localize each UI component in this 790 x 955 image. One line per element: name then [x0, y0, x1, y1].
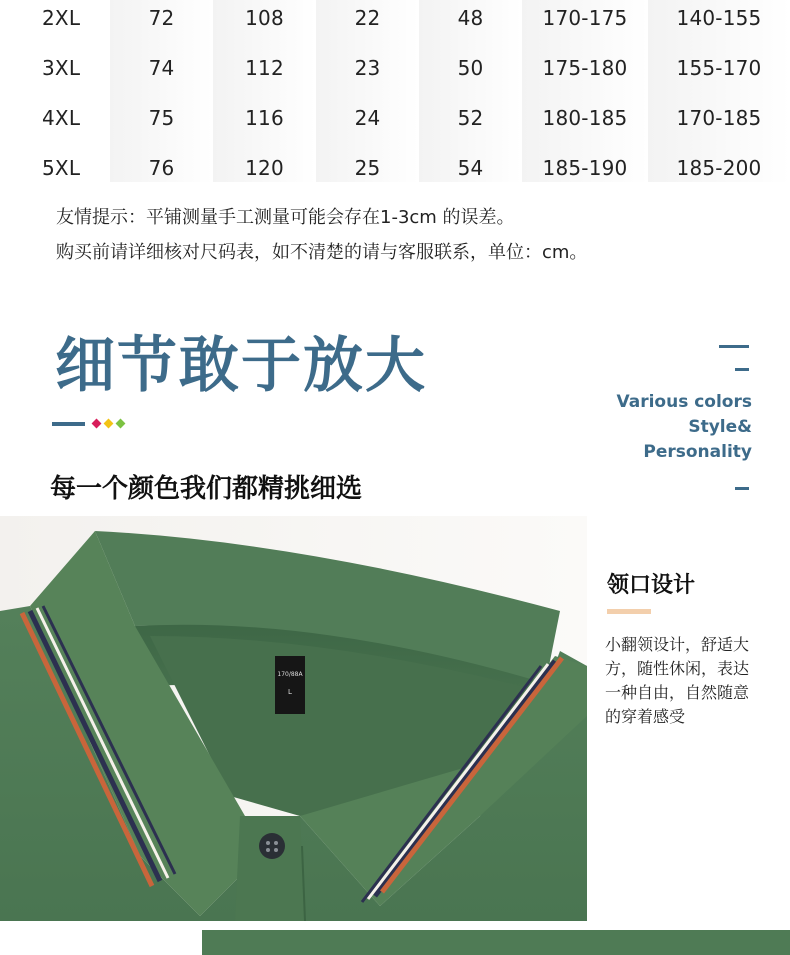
measurement-note: 友情提示：平铺测量手工测量可能会存在1-3cm 的误差。	[56, 207, 515, 228]
size-table	[0, 0, 790, 182]
collar-photo	[0, 516, 587, 921]
table-cell: 25	[354, 156, 381, 180]
green-diamond-icon	[116, 419, 126, 429]
tagline-line-1: Various colors	[616, 392, 752, 412]
table-cell: 155-170	[676, 56, 762, 80]
table-cell: 170-185	[676, 106, 762, 130]
detail-line: 的穿着感受	[605, 707, 686, 726]
table-cell: 185-190	[542, 156, 628, 180]
tagline-line-2: Style&	[688, 417, 752, 437]
decor-line	[735, 487, 749, 490]
table-cell: 170-175	[542, 6, 628, 30]
table-cell: 180-185	[542, 106, 628, 130]
table-cell: 54	[457, 156, 484, 180]
table-cell: 72	[148, 6, 175, 30]
size-column-size	[0, 0, 110, 182]
contact-note: 购买前请详细核对尺码表，如不清楚的请与客服联系，单位：cm。	[56, 242, 588, 263]
red-diamond-icon	[92, 419, 102, 429]
table-cell: 175-180	[542, 56, 628, 80]
table-cell: 185-200	[676, 156, 762, 180]
size-column-length	[110, 0, 213, 182]
size-column-sleeve	[316, 0, 419, 182]
label-size: 170/88A	[277, 671, 303, 678]
table-cell: 74	[148, 56, 175, 80]
table-cell: 48	[457, 6, 484, 30]
table-cell: 108	[245, 6, 284, 30]
decor-line	[735, 368, 749, 371]
table-cell: 75	[148, 106, 175, 130]
table-cell: 22	[354, 6, 381, 30]
second-photo-top	[202, 930, 790, 955]
table-cell: 140-155	[676, 6, 762, 30]
table-cell: 4XL	[42, 106, 81, 130]
table-cell: 23	[354, 56, 381, 80]
table-cell: 3XL	[42, 56, 81, 80]
title-underline	[52, 422, 85, 426]
size-column-weight	[648, 0, 790, 182]
table-cell: 24	[354, 106, 381, 130]
tagline-line-3: Personality	[643, 442, 752, 462]
size-column-shoulder	[419, 0, 522, 182]
table-cell: 116	[245, 106, 284, 130]
table-cell: 76	[148, 156, 175, 180]
table-cell: 120	[245, 156, 284, 180]
decor-line	[719, 345, 749, 348]
size-column-chest	[213, 0, 316, 182]
table-cell: 50	[457, 56, 484, 80]
detail-line: 一种自由，自然随意	[605, 683, 750, 702]
detail-line: 方，随性休闲，表达	[605, 659, 750, 678]
table-cell: 52	[457, 106, 484, 130]
section-subtitle: 每一个颜色我们都精挑细选	[50, 474, 363, 504]
size-column-height	[522, 0, 648, 182]
section-title: 细节敢于放大	[55, 331, 427, 401]
detail-description	[605, 633, 773, 729]
detail-line: 小翻领设计，舒适大	[605, 635, 750, 654]
label-letter: L	[288, 688, 292, 696]
table-cell: 112	[245, 56, 284, 80]
yellow-diamond-icon	[104, 419, 114, 429]
table-cell: 5XL	[42, 156, 81, 180]
detail-title: 领口设计	[607, 573, 696, 598]
detail-accent-bar	[607, 609, 651, 614]
table-cell: 2XL	[42, 6, 81, 30]
